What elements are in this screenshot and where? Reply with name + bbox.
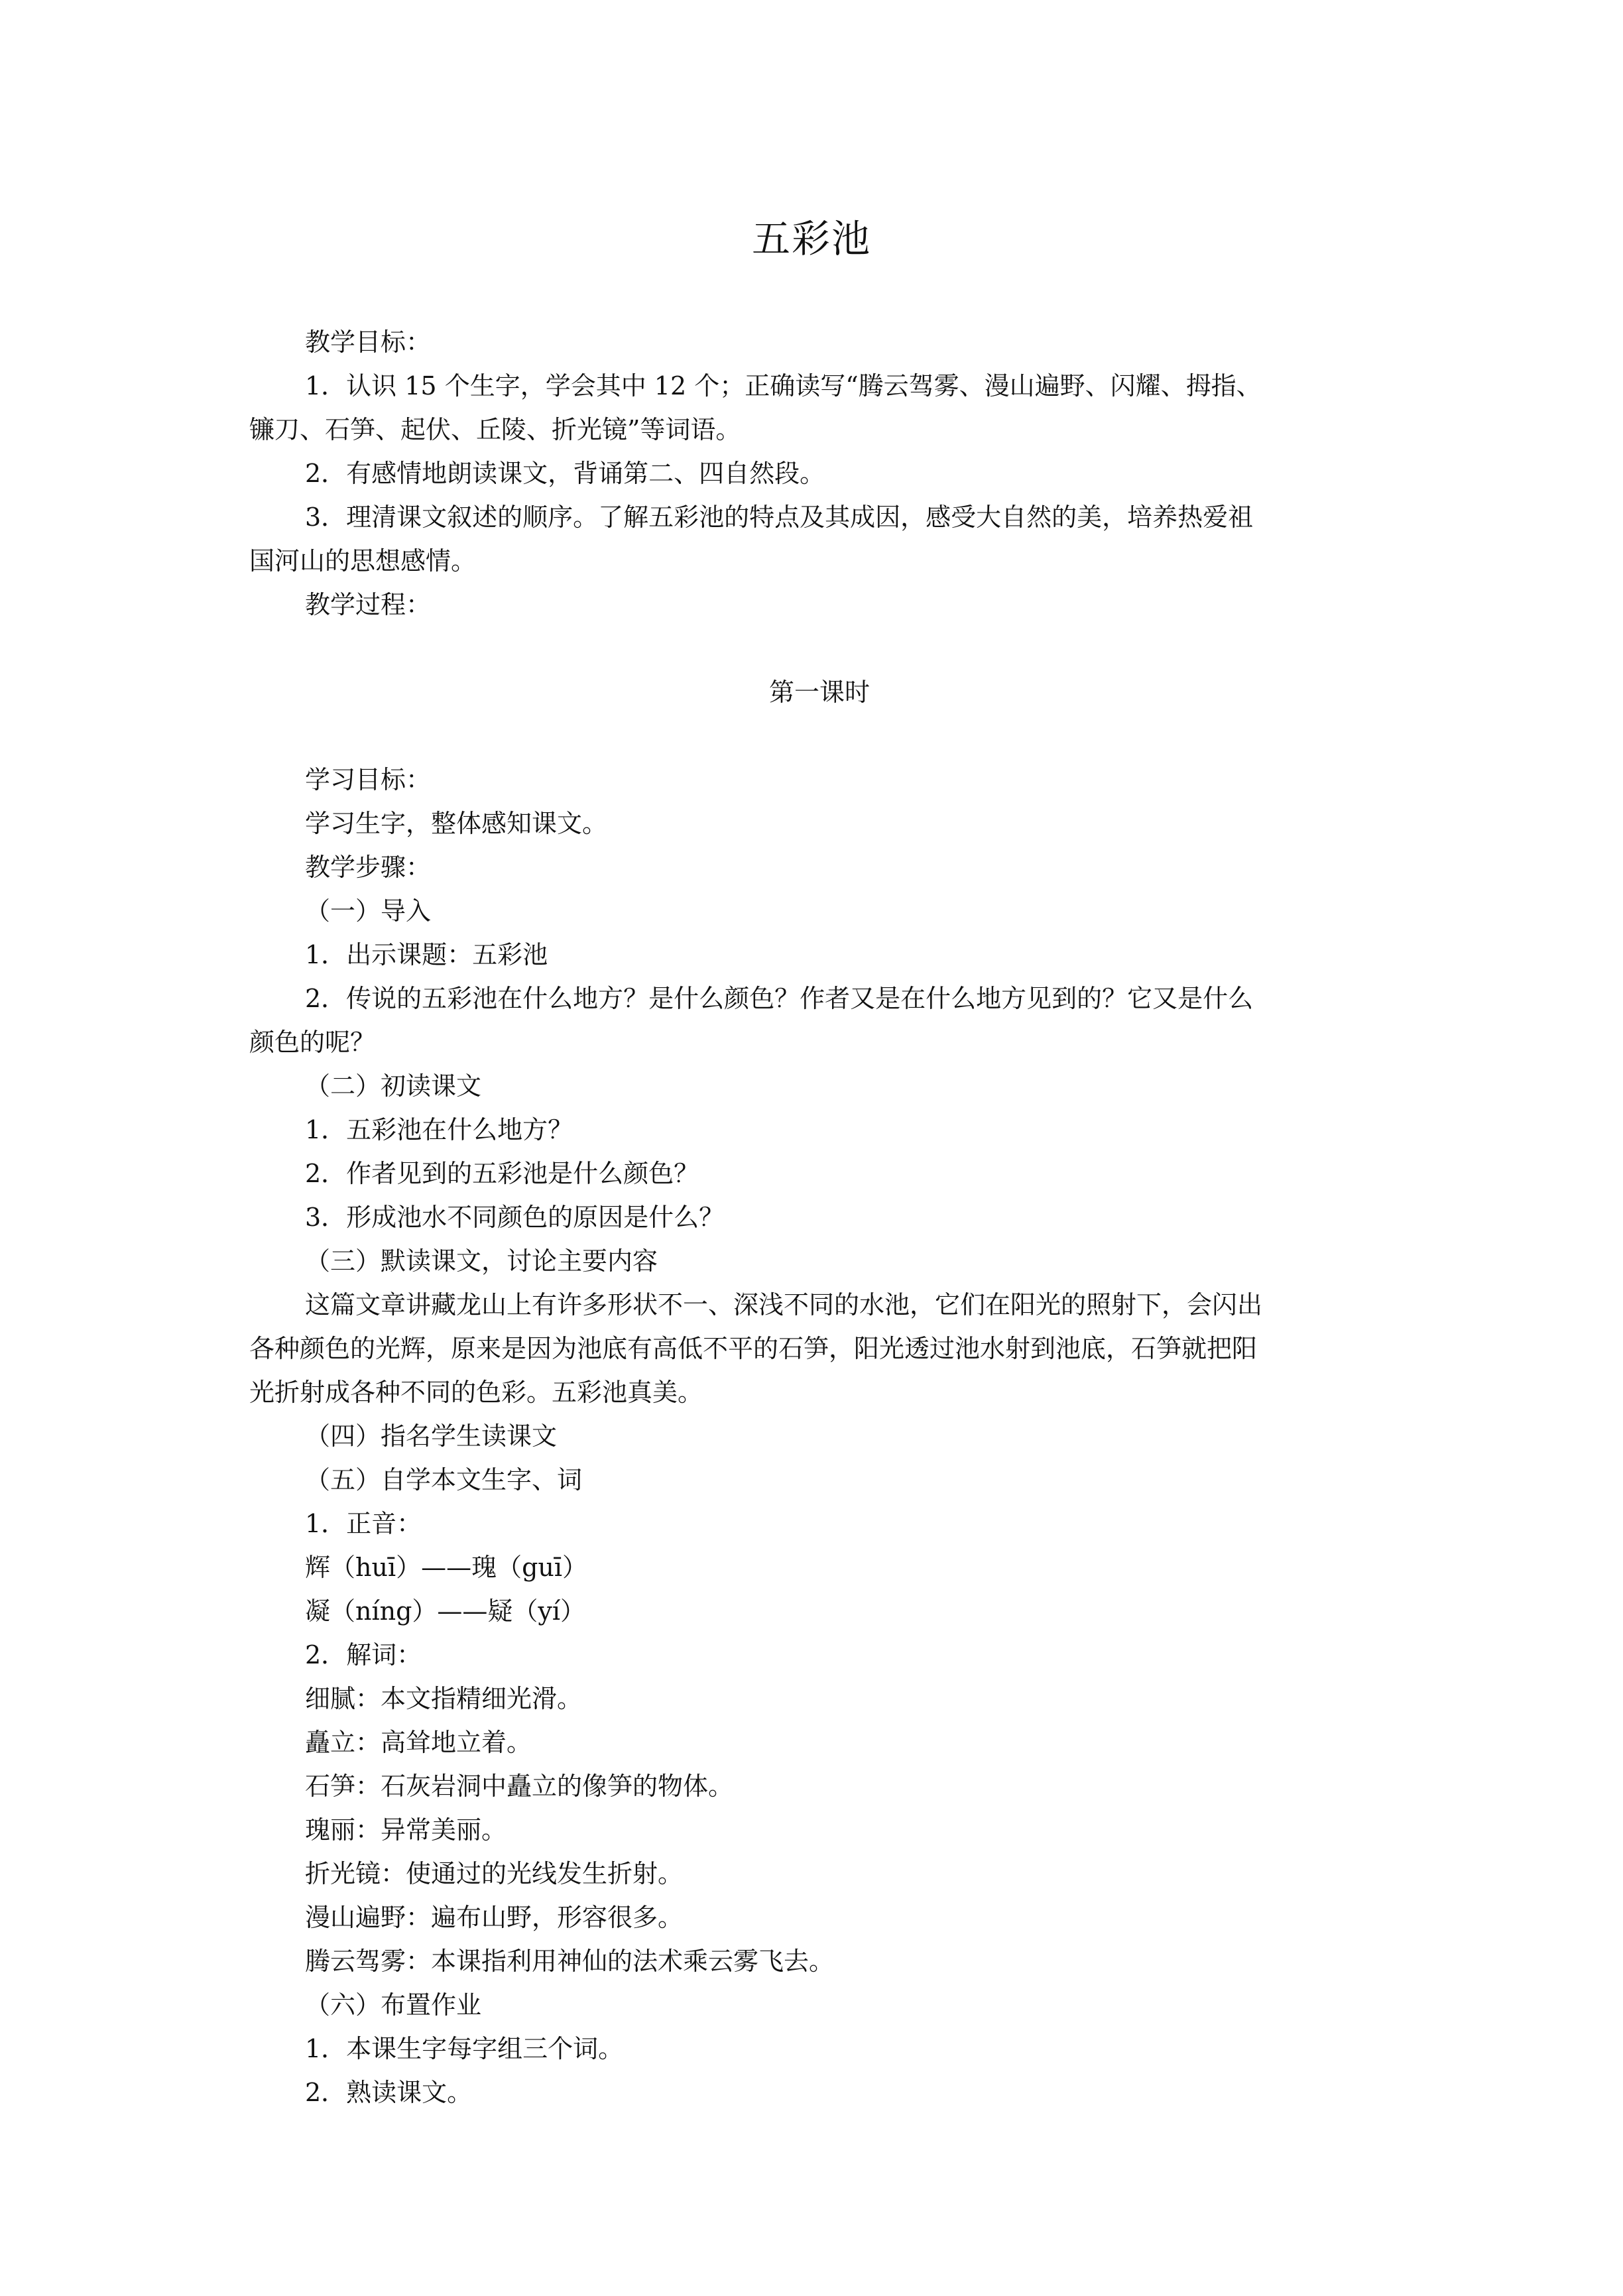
summary-paragraph-line: 各种颜色的光辉，原来是因为池底有高低不平的石笋，阳光透过池水射到池底，石笋就把阳 bbox=[249, 1334, 1258, 1363]
step-item: 1．五彩池在什么地方？ bbox=[305, 1115, 573, 1144]
step-heading: （三）默读课文，讨论主要内容 bbox=[305, 1246, 658, 1276]
document-body bbox=[249, 320, 1390, 2114]
vocab-heading: 2．解词： bbox=[305, 1640, 422, 1669]
objective-line: 3．理清课文叙述的顺序。了解五彩池的特点及其成因，感受大自然的美，培养热爱祖 bbox=[305, 503, 1254, 532]
pronunciation-item: 辉（huī）——瑰（guī） bbox=[305, 1553, 588, 1582]
summary-paragraph-line: 这篇文章讲藏龙山上有许多形状不一、深浅不同的水池，它们在阳光的照射下，会闪出 bbox=[305, 1290, 1263, 1319]
objective-line: 镰刀、石笋、起伏、丘陵、折光镜”等词语。 bbox=[249, 415, 741, 444]
step-heading: （一）导入 bbox=[305, 896, 432, 926]
step-item: 2．熟读课文。 bbox=[305, 2078, 473, 2107]
objective-line: 2．有感情地朗读课文，背诵第二、四自然段。 bbox=[305, 459, 825, 488]
pronunciation-item: 凝（níng）——疑（yí） bbox=[305, 1597, 586, 1626]
step-item: 2．作者见到的五彩池是什么颜色？ bbox=[305, 1159, 699, 1188]
objective-line: 国河山的思想感情。 bbox=[249, 546, 477, 575]
step-item: 2．传说的五彩池在什么地方？是什么颜色？作者又是在什么地方见到的？它又是什么 bbox=[305, 984, 1254, 1013]
objective-line: 1．认识 15 个生字，学会其中 12 个；正确读写“腾云驾雾、漫山遍野、闪耀、拇指、 bbox=[305, 371, 1262, 400]
vocab-item: 折光镜：使通过的光线发生折射。 bbox=[305, 1859, 684, 1888]
step-heading: （六）布置作业 bbox=[305, 1990, 482, 2020]
step-item: 3．形成池水不同颜色的原因是什么？ bbox=[305, 1203, 725, 1232]
step-item: 颜色的呢？ bbox=[249, 1028, 376, 1057]
step-heading: （四）指名学生读课文 bbox=[305, 1421, 558, 1451]
study-goal: 学习生字，整体感知课文。 bbox=[305, 809, 608, 838]
summary-paragraph-line: 光折射成各种不同的色彩。五彩池真美。 bbox=[249, 1378, 703, 1407]
pronunciation-heading: 1．正音： bbox=[305, 1509, 422, 1538]
spacer bbox=[249, 627, 1390, 670]
step-heading: （五）自学本文生字、词 bbox=[305, 1465, 583, 1494]
vocab-item: 石笋：石灰岩洞中矗立的像笋的物体。 bbox=[305, 1772, 734, 1801]
vocab-item: 漫山遍野：遍布山野，形容很多。 bbox=[305, 1903, 684, 1932]
vocab-item: 瑰丽：异常美丽。 bbox=[305, 1815, 507, 1844]
vocab-item: 细腻：本文指精细光滑。 bbox=[305, 1684, 583, 1713]
vocab-item: 矗立：高耸地立着。 bbox=[305, 1728, 532, 1757]
objectives-heading: 教学目标： bbox=[305, 328, 432, 357]
study-goal-heading: 学习目标： bbox=[305, 765, 432, 794]
lesson-title: 第一课时 bbox=[768, 678, 870, 707]
spacer bbox=[249, 714, 1390, 758]
vocab-item: 腾云驾雾：本课指利用神仙的法术乘云雾飞去。 bbox=[305, 1947, 835, 1976]
process-heading: 教学过程： bbox=[305, 590, 432, 619]
document-title: 五彩池 bbox=[751, 216, 871, 261]
step-item: 1．本课生字每字组三个词。 bbox=[305, 2034, 624, 2063]
step-heading: （二）初读课文 bbox=[305, 1071, 482, 1101]
steps-heading: 教学步骤： bbox=[305, 853, 432, 882]
step-item: 1．出示课题：五彩池 bbox=[305, 940, 548, 969]
